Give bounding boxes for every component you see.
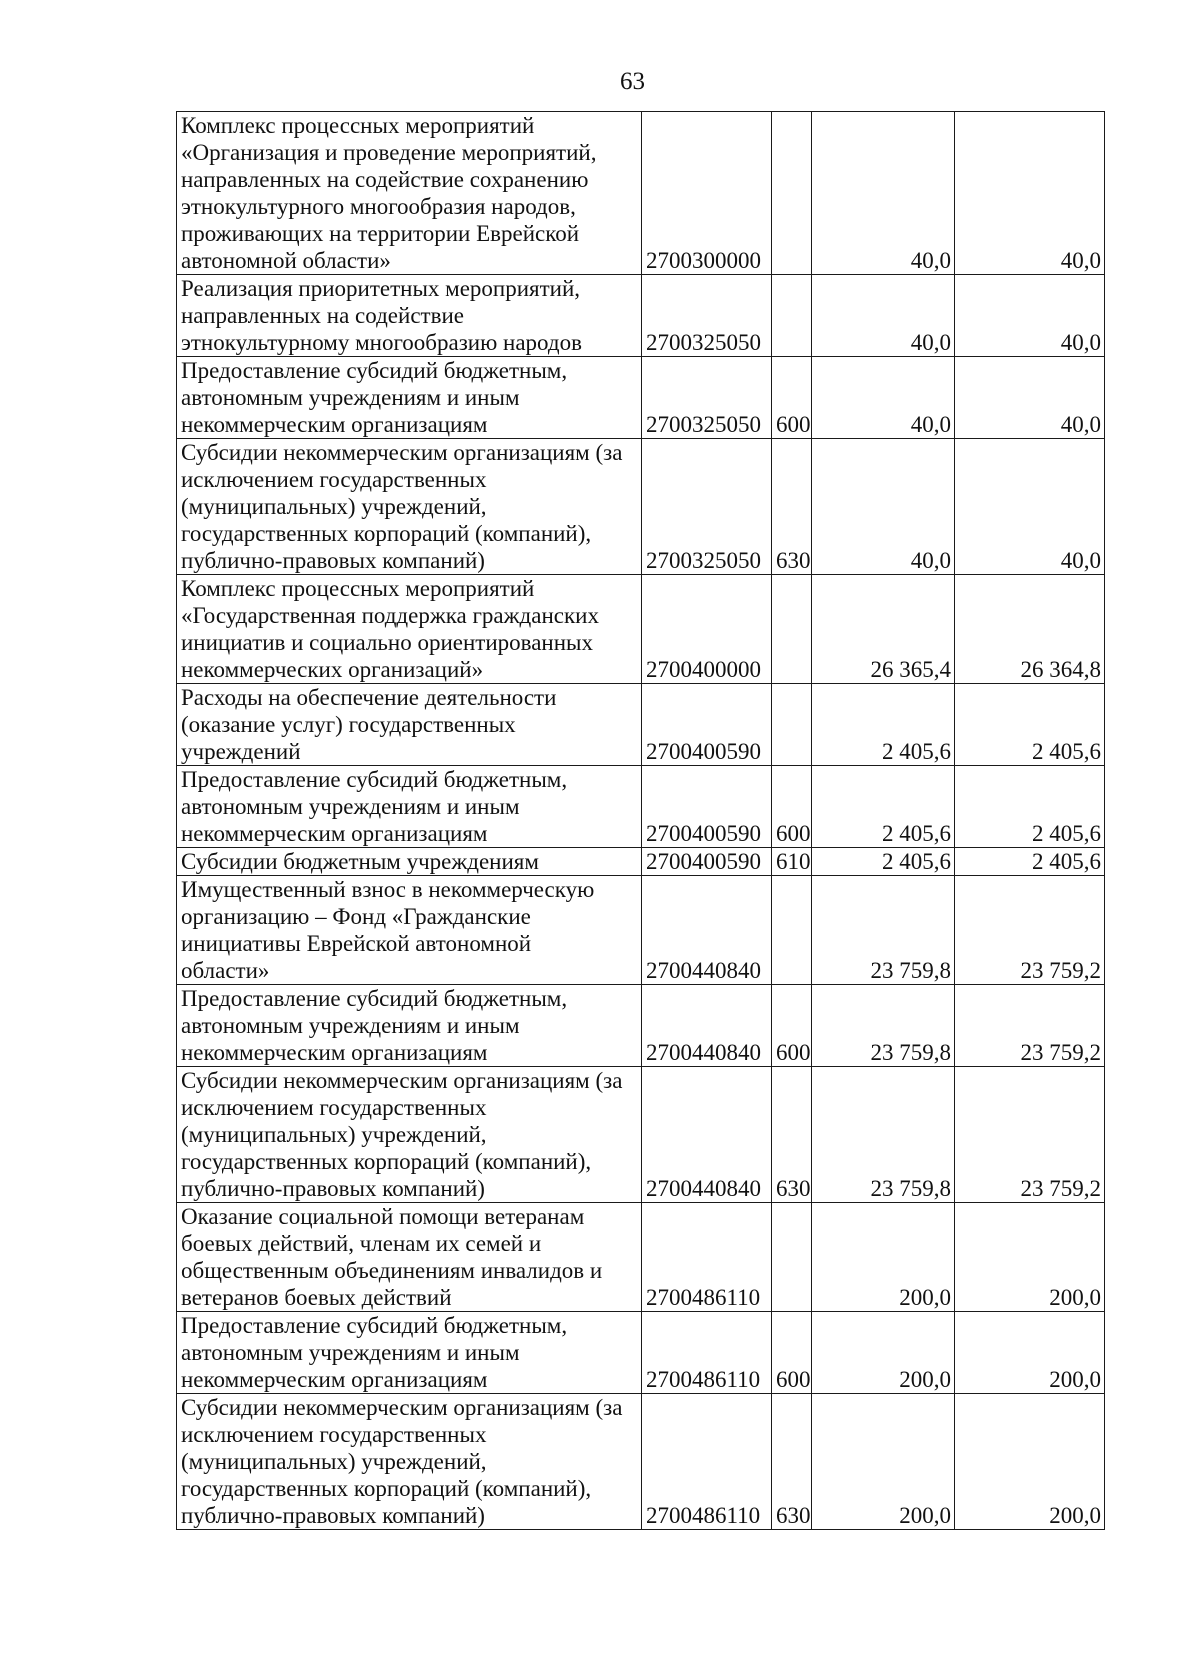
amount-cell: 23 759,2 [955,1067,1105,1203]
table-row [177,1203,1105,1312]
target-code-cell: 2700400590 [642,848,772,876]
expense-name-cell: Предоставление субсидий бюджетным, автономным учреждениям и иным некоммерческим организациям [177,357,642,439]
amount-cell: 200,0 [955,1203,1105,1312]
target-code-cell: 2700486110 [642,1394,772,1530]
target-code-cell: 2700325050 [642,275,772,357]
expense-type-cell [772,575,812,684]
target-code-cell: 2700400000 [642,575,772,684]
budget-table [176,111,1105,1530]
expense-type-cell [772,1203,812,1312]
amount-cell: 40,0 [812,112,955,275]
amount-cell: 26 364,8 [955,575,1105,684]
amount-cell: 2 405,6 [955,684,1105,766]
table-row [177,876,1105,985]
amount-cell: 200,0 [812,1394,955,1530]
expense-type-cell: 610 [772,848,812,876]
amount-cell: 200,0 [812,1312,955,1394]
amount-cell: 40,0 [955,357,1105,439]
table-row [177,848,1105,876]
table-row [177,985,1105,1067]
expense-name-cell: Субсидии некоммерческим организациям (за исключением государственных (муниципальных) учреждений, государственных корпораций (компаний), публично-правовых компаний) [177,1067,642,1203]
expense-name-cell: Имущественный взнос в некоммерческую организацию – Фонд «Гражданские инициативы Еврейской автономной области» [177,876,642,985]
expense-name-cell: Предоставление субсидий бюджетным, автономным учреждениям и иным некоммерческим организациям [177,985,642,1067]
amount-cell: 40,0 [955,112,1105,275]
amount-cell: 40,0 [955,275,1105,357]
table-row [177,357,1105,439]
budget-table-body [177,112,1105,1530]
expense-type-cell: 600 [772,766,812,848]
target-code-cell: 2700486110 [642,1203,772,1312]
table-row [177,439,1105,575]
amount-cell: 2 405,6 [812,766,955,848]
amount-cell: 23 759,8 [812,985,955,1067]
amount-cell: 200,0 [812,1203,955,1312]
expense-type-cell [772,876,812,985]
expense-name-cell: Субсидии некоммерческим организациям (за исключением государственных (муниципальных) учреждений, государственных корпораций (компаний), публично-правовых компаний) [177,1394,642,1530]
expense-name-cell: Расходы на обеспечение деятельности (оказание услуг) государственных учреждений [177,684,642,766]
target-code-cell: 2700325050 [642,357,772,439]
amount-cell: 200,0 [955,1394,1105,1530]
amount-cell: 2 405,6 [955,766,1105,848]
amount-cell: 40,0 [812,439,955,575]
amount-cell: 2 405,6 [955,848,1105,876]
amount-cell: 23 759,8 [812,876,955,985]
target-code-cell: 2700440840 [642,1067,772,1203]
target-code-cell: 2700325050 [642,439,772,575]
table-row [177,112,1105,275]
table-row [177,275,1105,357]
amount-cell: 23 759,2 [955,876,1105,985]
target-code-cell: 2700300000 [642,112,772,275]
amount-cell: 26 365,4 [812,575,955,684]
table-row [177,766,1105,848]
amount-cell: 23 759,2 [955,985,1105,1067]
table-row [177,1067,1105,1203]
amount-cell: 23 759,8 [812,1067,955,1203]
expense-type-cell [772,112,812,275]
expense-name-cell: Оказание социальной помощи ветеранам боевых действий, членам их семей и общественным объединениям инвалидов и ветеранов боевых действий [177,1203,642,1312]
table-row [177,684,1105,766]
table-row [177,1312,1105,1394]
expense-name-cell: Реализация приоритетных мероприятий, направленных на содействие этнокультурному многообразию народов [177,275,642,357]
expense-type-cell: 630 [772,1394,812,1530]
expense-name-cell: Субсидии бюджетным учреждениям [177,848,642,876]
target-code-cell: 2700400590 [642,766,772,848]
amount-cell: 200,0 [955,1312,1105,1394]
expense-type-cell: 600 [772,985,812,1067]
amount-cell: 40,0 [955,439,1105,575]
expense-name-cell: Субсидии некоммерческим организациям (за исключением государственных (муниципальных) учреждений, государственных корпораций (компаний), публично-правовых компаний) [177,439,642,575]
expense-type-cell [772,275,812,357]
expense-name-cell: Предоставление субсидий бюджетным, автономным учреждениям и иным некоммерческим организациям [177,1312,642,1394]
amount-cell: 40,0 [812,275,955,357]
expense-type-cell: 630 [772,439,812,575]
table-row [177,575,1105,684]
amount-cell: 40,0 [812,357,955,439]
target-code-cell: 2700486110 [642,1312,772,1394]
expense-name-cell: Комплекс процессных мероприятий «Государственная поддержка гражданских инициатив и социально ориентированных некоммерческих организаций» [177,575,642,684]
amount-cell: 2 405,6 [812,684,955,766]
amount-cell: 2 405,6 [812,848,955,876]
expense-type-cell [772,684,812,766]
expense-name-cell: Предоставление субсидий бюджетным, автономным учреждениям и иным некоммерческим организациям [177,766,642,848]
expense-type-cell: 600 [772,357,812,439]
table-row [177,1394,1105,1530]
expense-name-cell: Комплекс процессных мероприятий «Организация и проведение мероприятий, направленных на содействие сохранению этнокультурного многообразия народов, проживающих на территории Еврейской автономной области» [177,112,642,275]
target-code-cell: 2700440840 [642,985,772,1067]
target-code-cell: 2700400590 [642,684,772,766]
target-code-cell: 2700440840 [642,876,772,985]
page-number: 63 [620,68,645,95]
expense-type-cell: 630 [772,1067,812,1203]
expense-type-cell: 600 [772,1312,812,1394]
